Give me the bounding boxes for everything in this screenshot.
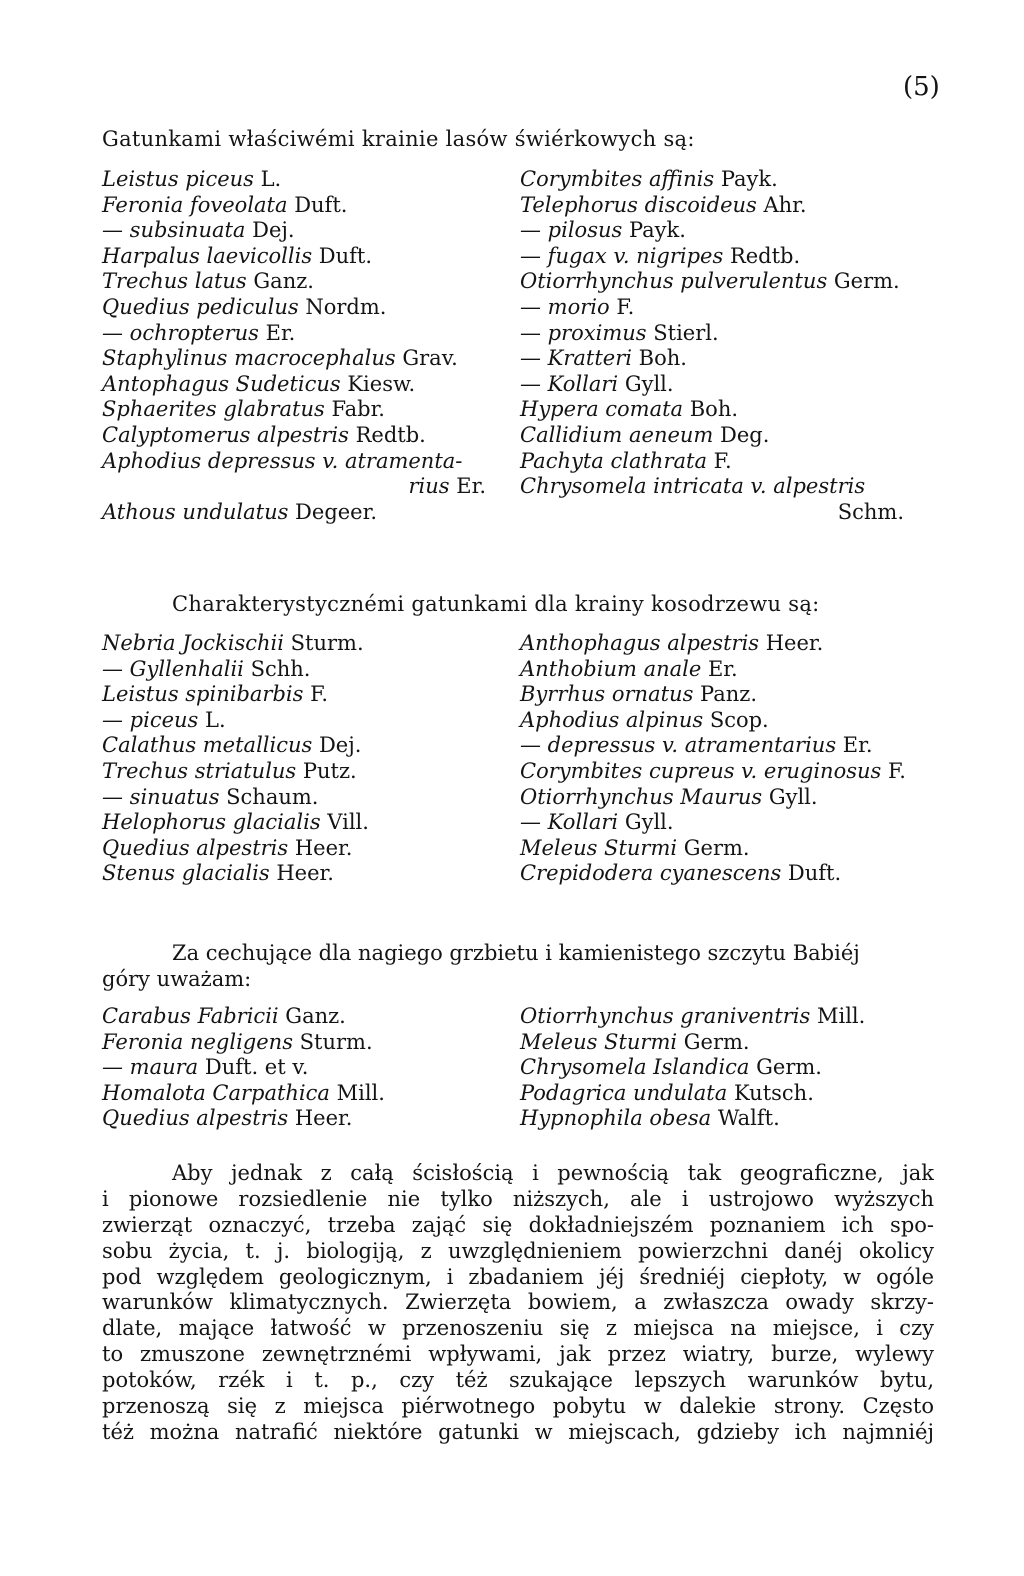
species-name: Meleus Sturmi — [520, 835, 678, 860]
species-author: Ganz. — [278, 1004, 346, 1028]
species-name: Calathus metallicus — [102, 733, 313, 758]
species-author: Kutsch. — [727, 1080, 814, 1105]
species-name: — fugax v. nigripes — [520, 243, 724, 268]
species-entry — [102, 682, 369, 708]
species-author: F. — [303, 682, 329, 707]
species-author: Duft. — [312, 243, 373, 268]
section-intro-babia-gora — [102, 941, 934, 992]
species-name: Harpalus laevicollis — [102, 243, 313, 268]
species-entry — [520, 1030, 865, 1056]
species-entry — [520, 861, 906, 887]
species-entry — [102, 321, 486, 347]
species-entry — [520, 682, 906, 708]
species-name: — Kollari — [520, 810, 619, 835]
species-entry — [102, 861, 369, 887]
species-name: — Gyllenhalii — [102, 656, 244, 681]
species-author: Schm. — [837, 499, 904, 524]
species-author: Nordm. — [298, 294, 387, 319]
species-author: Stierl. — [646, 320, 719, 345]
species-author: Dej. — [312, 733, 362, 758]
species-name: Otiorrhynchus graniventris — [520, 1004, 811, 1028]
species-entry — [520, 708, 906, 734]
species-entry — [102, 218, 486, 244]
species-entry — [520, 321, 904, 347]
species-author: Germ. — [827, 269, 900, 294]
paragraph-line: to zmuszone zewnętrznémi wpływami, jak przez wiatry, burze, wylewy — [102, 1342, 934, 1367]
species-name: Stenus glacialis — [102, 861, 270, 886]
species-entry — [102, 1055, 385, 1081]
species-entry — [102, 836, 369, 862]
paragraph-line: zwierząt oznaczyć, trzeba zająć się dokładniejszém poznaniem ich spo- — [102, 1212, 934, 1237]
species-name: Callidium aeneum — [520, 422, 714, 447]
species-list-left — [102, 631, 369, 887]
species-entry — [520, 631, 906, 657]
species-author: Panz. — [693, 682, 757, 707]
species-author: Duft. — [781, 861, 842, 886]
species-name: Feronia negligens — [102, 1029, 293, 1054]
species-author: Degeer. — [288, 499, 378, 524]
species-author: Sturm. — [283, 631, 364, 655]
species-author: Germ. — [749, 1055, 822, 1080]
species-author: Payk. — [714, 167, 778, 191]
species-name: Calyptomerus alpestris — [102, 422, 349, 447]
species-name: Corymbites cupreus v. eruginosus — [520, 758, 882, 783]
species-entry — [520, 397, 904, 423]
species-author: Er. — [449, 474, 486, 499]
species-name: Hypera comata — [520, 397, 684, 422]
species-name: Otiorrhynchus pulverulentus — [520, 269, 828, 294]
species-name: Sphaerites glabratus — [102, 397, 325, 422]
species-entry — [520, 785, 906, 811]
paragraph-line: pod względem geologicznym, i zbadaniem jéj średniéj ciepłoty, w ogóle — [102, 1264, 934, 1289]
species-name: Anthophagus alpestris — [520, 631, 760, 655]
species-entry — [520, 1081, 865, 1107]
species-entry — [520, 474, 904, 500]
species-name: Staphylinus macrocephalus — [102, 346, 396, 371]
section-heading-spruce-forest: Gatunkami właściwémi krainie lasów świérkowych są: — [102, 127, 695, 151]
species-author: Payk. — [622, 218, 686, 243]
species-entry — [102, 1004, 385, 1030]
species-name: — maura — [102, 1055, 199, 1080]
species-list-left — [102, 167, 486, 525]
species-author: F. — [706, 448, 732, 473]
species-entry — [102, 1030, 385, 1056]
species-entry — [102, 708, 369, 734]
species-name: Corymbites affinis — [520, 167, 715, 191]
species-author: Er. — [258, 320, 296, 345]
species-entry — [520, 449, 904, 475]
species-entry — [102, 295, 486, 321]
species-author: Mill. — [810, 1004, 866, 1028]
paragraph-line: dlate, mające łatwość w przenoszeniu się z miejsca na miejsce, i czy — [102, 1316, 934, 1341]
species-name: Leistus spinibarbis — [102, 682, 304, 707]
species-entry — [102, 372, 486, 398]
species-name: — pilosus — [520, 218, 623, 243]
species-entry — [102, 500, 486, 526]
species-name: Meleus Sturmi — [520, 1029, 678, 1054]
species-entry — [520, 657, 906, 683]
species-name: Otiorrhynchus Maurus — [520, 784, 763, 809]
species-author: L. — [253, 167, 282, 191]
species-entry — [520, 836, 906, 862]
species-entry — [102, 1106, 385, 1132]
species-entry — [520, 346, 904, 372]
species-author: Redtb. — [723, 243, 801, 268]
species-author: Heer. — [759, 631, 824, 655]
species-author: F. — [881, 758, 906, 783]
body-paragraph — [102, 1161, 934, 1446]
species-entry — [102, 631, 369, 657]
page-number: (5) — [903, 72, 940, 102]
species-entry — [102, 733, 369, 759]
paragraph-line: Aby jednak z całą ścisłością i pewnością tak geograficzne, jak — [172, 1161, 934, 1185]
species-name: Trechus latus — [102, 269, 247, 294]
species-entry — [520, 1055, 865, 1081]
species-author: Boh. — [631, 346, 687, 371]
species-entry — [520, 423, 904, 449]
species-entry — [102, 1081, 385, 1107]
species-author: Vill. — [320, 810, 369, 835]
species-author: Duft. — [287, 192, 348, 217]
species-name: Telephorus discoideus — [520, 192, 757, 217]
intro-line: Za cechujące dla nagiego grzbietu i kamienistego szczytu Babiéj — [172, 941, 860, 965]
species-name: Aphodius alpinus — [520, 707, 704, 732]
species-name: rius — [408, 474, 450, 499]
species-author: Grav. — [395, 346, 458, 371]
species-entry — [102, 785, 369, 811]
species-name: — Kratteri — [520, 346, 632, 371]
species-name: Chrysomela intricata v. alpestris — [520, 474, 866, 499]
species-name: Anthobium anale — [520, 656, 702, 681]
species-entry — [520, 295, 904, 321]
species-entry — [102, 423, 486, 449]
species-name: Quedius alpestris — [102, 835, 289, 860]
species-author: Mill. — [329, 1080, 385, 1105]
species-entry — [520, 193, 904, 219]
species-author: Sturm. — [292, 1029, 373, 1054]
species-author: Gyll. — [762, 784, 818, 809]
species-author: Redtb. — [348, 422, 426, 447]
species-author: Gyll. — [618, 810, 674, 835]
intro-line: góry uważam: — [102, 966, 252, 991]
species-author: F. — [609, 294, 635, 319]
species-author: Heer. — [288, 1106, 353, 1131]
species-list-right — [520, 1004, 865, 1132]
species-entry — [102, 759, 369, 785]
species-entry — [520, 500, 904, 526]
species-author: Er. — [701, 656, 738, 681]
species-author: Gyll. — [618, 371, 674, 396]
species-author: Boh. — [683, 397, 739, 422]
species-entry — [102, 657, 369, 683]
species-entry — [102, 474, 486, 500]
species-author: Duft. et v. — [198, 1055, 309, 1080]
species-author: Heer. — [269, 861, 334, 886]
species-name: Quedius pediculus — [102, 294, 299, 319]
species-author: Er. — [836, 733, 873, 758]
species-name: — ochropterus — [102, 320, 259, 345]
species-author: Germ. — [677, 1029, 750, 1054]
species-list-left — [102, 1004, 385, 1132]
species-name: Antophagus Sudeticus — [102, 371, 341, 396]
paragraph-line: przenoszą się z miejsca piérwotnego pobytu w dalekie strony. Często — [102, 1394, 934, 1419]
paragraph-line: téż można natrafić niektóre gatunki w miejscach, gdzieby ich najmniéj — [102, 1419, 934, 1444]
species-name: Helophorus glacialis — [102, 810, 321, 835]
species-author: Kiesw. — [340, 371, 416, 396]
species-author: Ahr. — [756, 192, 807, 217]
species-author: Schh. — [243, 656, 311, 681]
species-name: — morio — [520, 294, 610, 319]
species-name: Podagrica undulata — [520, 1080, 728, 1105]
species-author: Germ. — [677, 835, 750, 860]
species-author: Heer. — [288, 835, 353, 860]
species-entry — [520, 218, 904, 244]
species-author: Ganz. — [246, 269, 314, 294]
species-name: — depressus v. atramentarius — [520, 733, 837, 758]
species-name: Homalota Carpathica — [102, 1080, 330, 1105]
species-name: Byrrhus ornatus — [520, 682, 694, 707]
species-name: Hypnophila obesa — [520, 1106, 712, 1131]
species-entry — [520, 269, 904, 295]
species-name: Trechus striatulus — [102, 758, 297, 783]
species-name: Quedius alpestris — [102, 1106, 289, 1131]
species-entry — [102, 810, 369, 836]
species-author: Scop. — [703, 707, 769, 732]
paragraph-line: sobu życia, t. j. biologiją, z uwzględnieniem powierzchni danéj okolicy — [102, 1238, 934, 1263]
paragraph-line: warunków klimatycznych. Zwierzęta bowiem, a zwłaszcza owady skrzy- — [102, 1290, 934, 1315]
species-name: Aphodius depressus v. atramenta- — [102, 448, 463, 473]
species-name: Pachyta clathrata — [520, 448, 707, 473]
species-name: Crepidodera cyanescens — [520, 861, 782, 886]
species-entry — [102, 397, 486, 423]
species-entry — [102, 449, 486, 475]
species-entry — [520, 167, 904, 193]
species-entry — [102, 167, 486, 193]
species-name: — Kollari — [520, 371, 619, 396]
species-list-right — [520, 167, 904, 525]
species-entry — [520, 1106, 865, 1132]
species-name: Nebria Jockischii — [102, 631, 284, 655]
species-author: L. — [198, 707, 226, 732]
species-entry — [520, 244, 904, 270]
paragraph-line: i pionowe rozsiedlenie nie tylko niższych, ale i ustrojowo wyższych — [102, 1186, 934, 1211]
species-name: Leistus piceus — [102, 167, 254, 191]
species-list-right — [520, 631, 906, 887]
species-name: Athous undulatus — [102, 499, 289, 524]
species-name: Feronia foveolata — [102, 192, 288, 217]
species-author: Dej. — [245, 218, 295, 243]
species-name: — proximus — [520, 320, 647, 345]
species-author: Deg. — [713, 422, 770, 447]
species-author: Putz. — [296, 758, 357, 783]
species-name: — subsinuata — [102, 218, 246, 243]
species-author: Schaum. — [219, 784, 319, 809]
section-heading-dwarf-pine: Charakterystycznémi gatunkami dla krainy kosodrzewu są: — [172, 592, 820, 616]
species-entry — [520, 733, 906, 759]
species-name: — sinuatus — [102, 784, 220, 809]
species-entry — [102, 244, 486, 270]
species-entry — [102, 269, 486, 295]
species-entry — [520, 1004, 865, 1030]
species-entry — [520, 810, 906, 836]
species-author: Walft. — [711, 1106, 780, 1131]
species-entry — [520, 759, 906, 785]
species-entry — [520, 372, 904, 398]
species-entry — [102, 346, 486, 372]
species-name: Carabus Fabricii — [102, 1004, 279, 1028]
species-name: Chrysomela Islandica — [520, 1055, 750, 1080]
species-author: Fabr. — [324, 397, 385, 422]
species-entry — [102, 193, 486, 219]
paragraph-line: potoków, rzék i t. p., czy téż szukające lepszych warunków bytu, — [102, 1368, 934, 1393]
species-name: — piceus — [102, 707, 199, 732]
